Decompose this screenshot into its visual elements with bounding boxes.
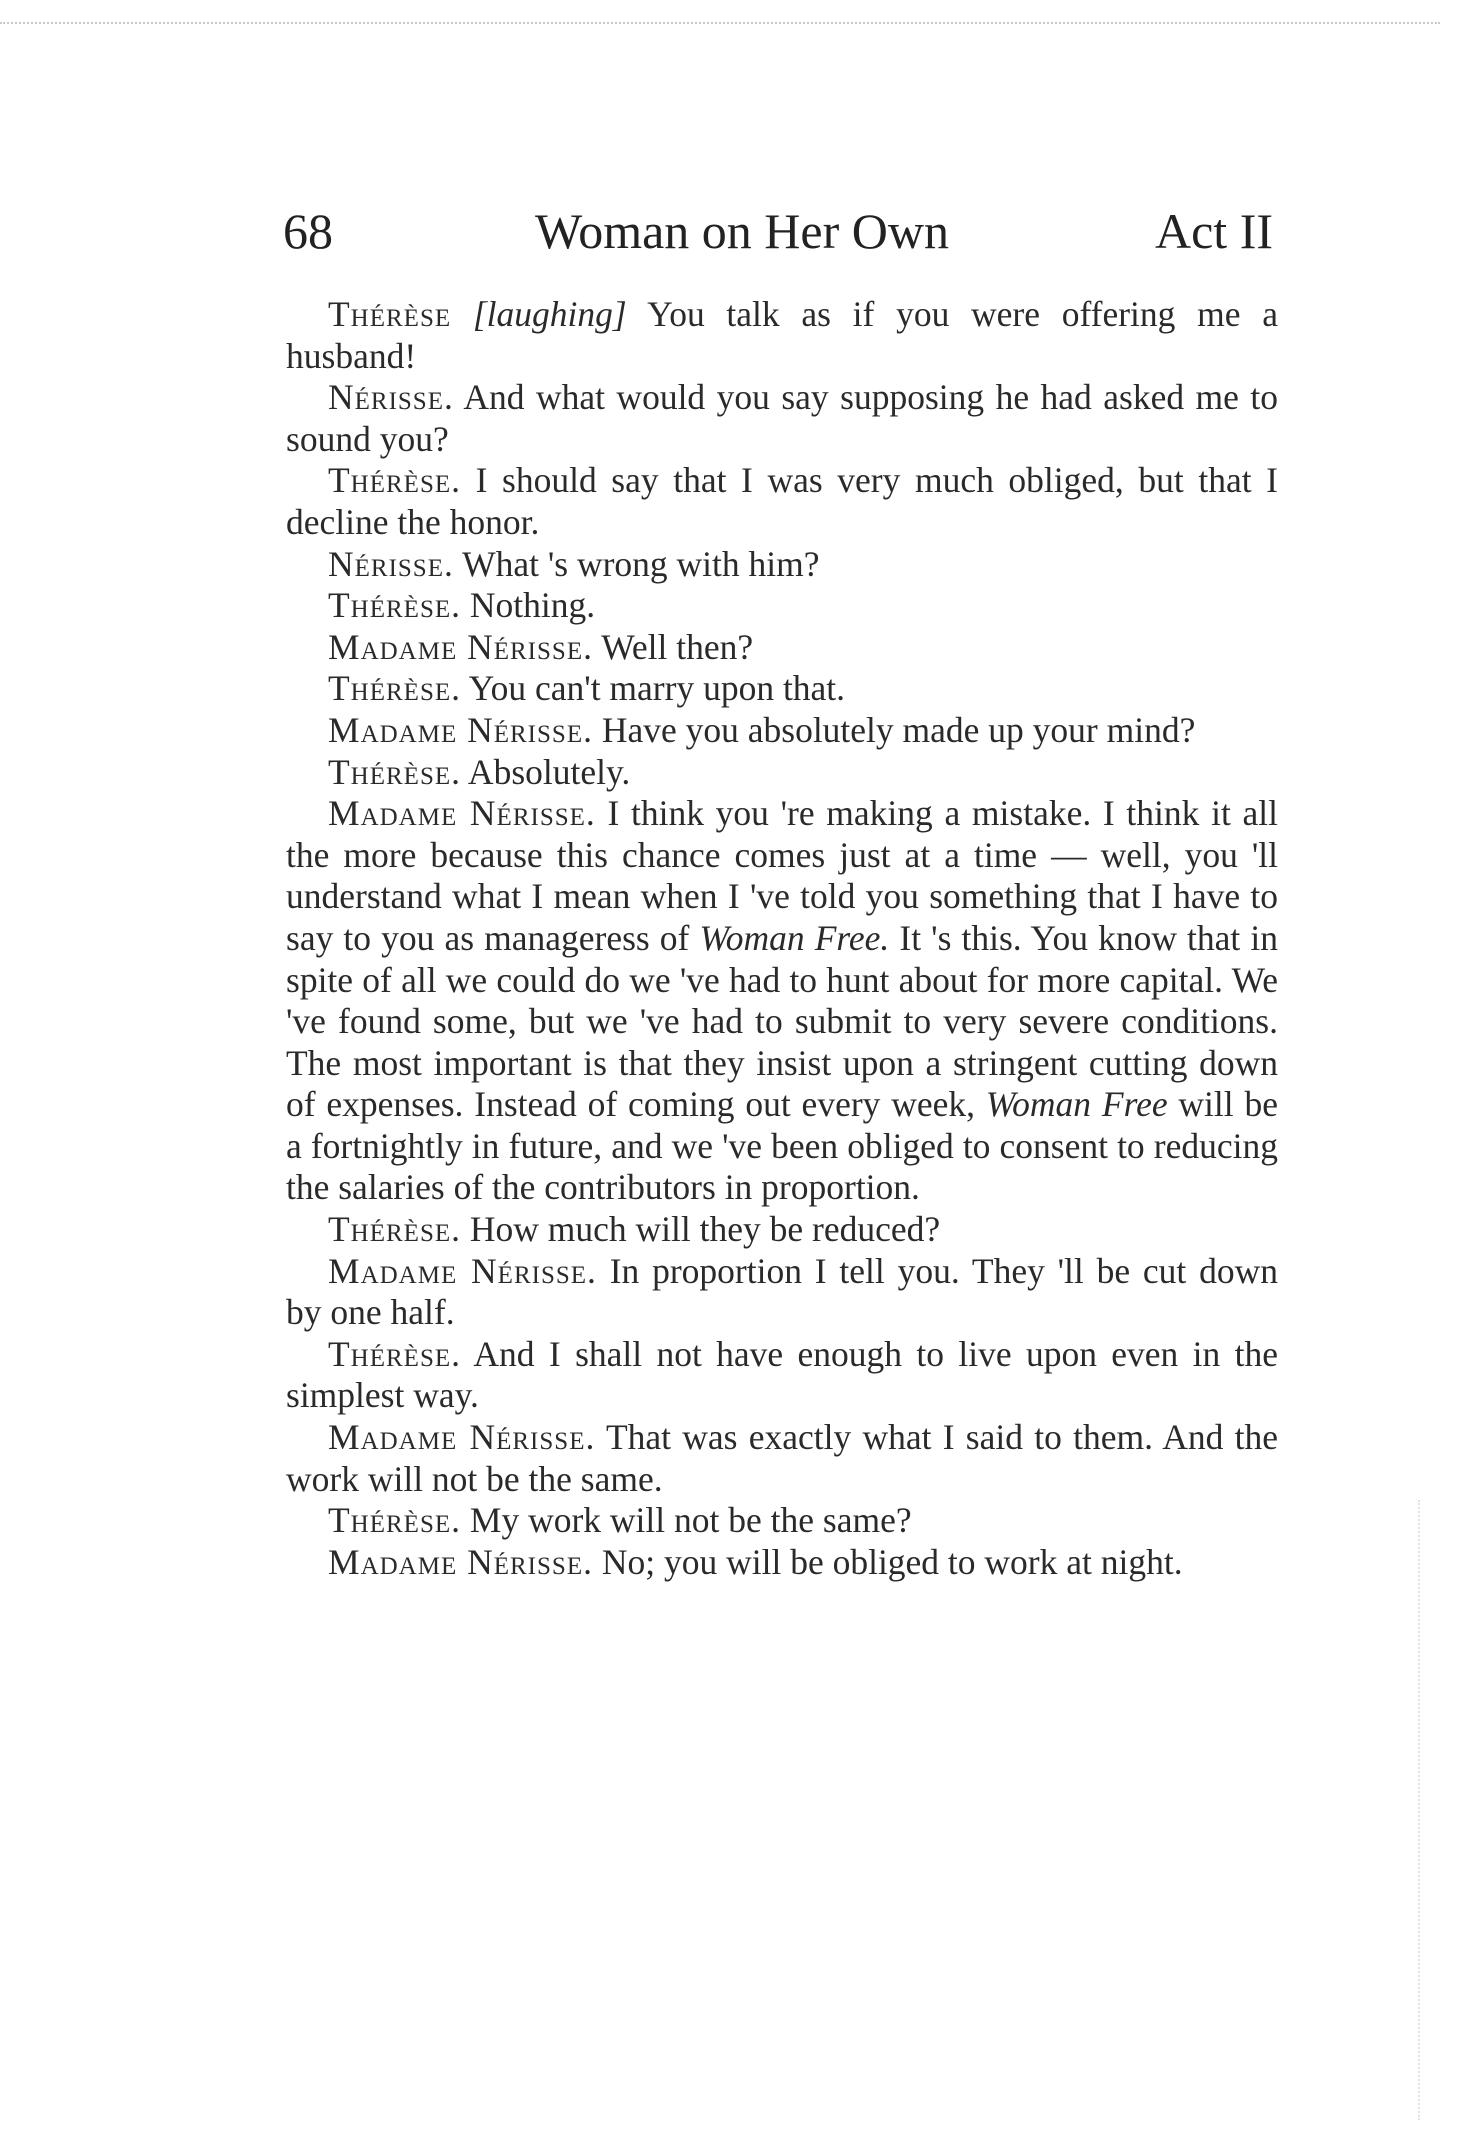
dialogue-text [286, 294, 1278, 1583]
speech-text: Have you absolutely made up your mind? [592, 709, 1196, 750]
speech-paragraph [286, 377, 1278, 460]
page-number: 68 [283, 203, 333, 259]
speech-paragraph [286, 294, 1278, 377]
speaker-name: Thérèse [328, 294, 452, 334]
speaker-name: Thérèse. [328, 1333, 462, 1374]
speech-text: And I shall not have enough to live upon even in the simplest way. [286, 1333, 1278, 1416]
speech-paragraph [286, 585, 1278, 627]
speaker-name: Madame Nérisse. [328, 709, 593, 750]
speaker-name: Thérèse. [328, 1500, 462, 1541]
speech-text: will be a fortnightly in future, and we 've been obliged to consent to reducing the salaries of the contributors in proportion. [286, 1084, 1278, 1208]
speech-text: I think you 're making a mistake. I think it all the more because this chance comes just at a time — well, you 'll understand what I mean when I 've told you something that I have to say to you as manageress of [286, 793, 1279, 958]
stage-direction: [laughing] [472, 294, 627, 334]
speech-text: How much will they be reduced? [461, 1209, 941, 1250]
speaker-name: Thérèse. [328, 751, 462, 792]
speech-text: You talk as if you were offering me a husband! [286, 294, 1278, 376]
speech-paragraph [286, 1209, 1278, 1251]
speech-paragraph [286, 544, 1278, 586]
speech-paragraph [286, 460, 1278, 543]
speaker-name: Thérèse. [328, 1209, 462, 1250]
speech-paragraph [286, 1334, 1278, 1417]
speaker-name: Nérisse. [328, 377, 454, 418]
speaker-name: Madame Nérisse. [328, 793, 596, 834]
speaker-name: Madame Nérisse. [328, 626, 593, 667]
periodical-title: Woman Free [985, 1084, 1168, 1125]
book-title: Woman on Her Own [535, 203, 949, 259]
periodical-title: Woman Free. [699, 917, 890, 958]
speech-text: Well then? [592, 626, 754, 667]
scan-edge-line [0, 22, 1440, 24]
speech-paragraph [286, 1500, 1278, 1542]
speech-paragraph [286, 668, 1278, 710]
speaker-name: Madame Nérisse. [328, 1417, 596, 1458]
speaker-name: Madame Nérisse. [328, 1541, 593, 1582]
speech-text: Absolutely. [461, 751, 631, 792]
speech-paragraph [286, 1417, 1278, 1500]
speech-text: Nothing. [461, 585, 596, 626]
speech-paragraph [286, 752, 1278, 794]
speech-text: My work will not be the same? [461, 1500, 912, 1541]
speech-paragraph [286, 627, 1278, 669]
speaker-name: Thérèse. [328, 668, 462, 709]
speech-paragraph [286, 1542, 1278, 1584]
speaker-name: Thérèse. [328, 585, 462, 626]
speech-paragraph [286, 710, 1278, 752]
speaker-name: Madame Nérisse. [328, 1250, 597, 1291]
act-label: Act II [1155, 203, 1273, 259]
speech-text: And what would you say supposing he had asked me to sound you? [286, 377, 1278, 459]
scan-edge-line [1418, 1500, 1420, 2120]
speech-paragraph [286, 1251, 1278, 1334]
speaker-name: Thérèse. [328, 460, 462, 501]
speech-text: That was exactly what I said to them. And the work will not be the same. [286, 1417, 1278, 1499]
speech-paragraph [286, 793, 1278, 1209]
speech-text: You can't marry upon that. [461, 668, 846, 709]
speech-text: What 's wrong with him? [453, 543, 820, 584]
speech-text: In proportion I tell you. They 'll be cut down by one half. [286, 1250, 1278, 1333]
speech-text: No; you will be obliged to work at night. [592, 1541, 1183, 1582]
speech-text: I should say that I was very much obliged, but that I decline the honor. [286, 460, 1278, 542]
speaker-name: Nérisse. [328, 543, 454, 584]
speech-text: It 's this. You know that in spite of all we could do we 've had to hunt about for more capital. We 've found some, but we 've had to submit to very severe conditions. The most important is that they insist upon a stringent cutting down of expenses. Instead of coming out every week, [286, 917, 1278, 1125]
running-head [283, 202, 1273, 272]
